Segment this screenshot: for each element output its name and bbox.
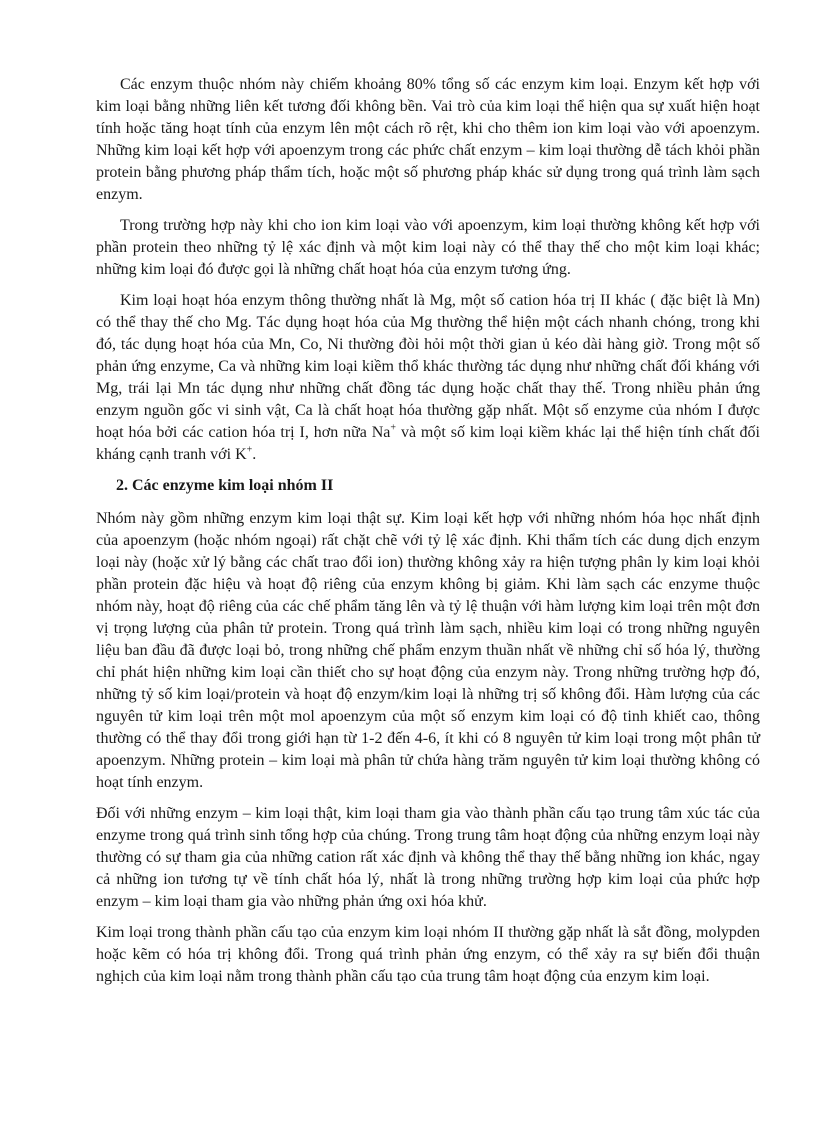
paragraph-true-metalloenzymes: Đối với những enzym – kim loại thật, kim loại tham gia vào thành phần cấu tạo trung tâm xúc tác của enzyme trong quá trình sinh tổng hợp của chúng. Trong trung tâm hoạt động của những enzym loại này thường có sự tham gia của những cation rất xác định và không thể thay thế bằng những ion khác, ngay cả những ion tương tự về tính chất hóa lý, nhất là trong những trường hợp kim loại của phức hợp enzym – kim loại tham gia vào những phản ứng oxi hóa khử.	[96, 805, 760, 910]
paragraph-mg-text-1: Kim loại hoạt hóa enzym thông thường nhất là Mg, một số cation hóa trị II khác ( đặc biệt là Mn) có thể thay thế cho Mg. Tác dụng hoạt hóa của Mg thường thể hiện một cách nhanh chóng, trong khi đó, tác dụng hoạt hóa của Mn, Co, Ni thường đòi hỏi một thời gian ủ kéo dài hàng giờ. Trong một số phản ứng enzyme, Ca và những kim loại kiềm thổ khác thường tác dụng như những chất đối kháng với Mg, trái lại Mn tác dụng như những chất đồng tác dụng hoặc chất thay thế. Trong nhiều phản ứng enzym nguồn gốc vi sinh vật, Ca là chất hoạt hóa thường gặp nhất. Một số enzyme của nhóm I được hoạt hóa bởi các cation hóa trị I, hơn nữa Na	[96, 292, 760, 441]
paragraph-group-two-intro: Nhóm này gồm những enzym kim loại thật sự. Kim loại kết hợp với những nhóm hóa học nhất định của apoenzym (hoặc nhóm ngoại) rất chặt chẽ với tỷ lệ xác định. Khi thẩm tích các dung dịch enzym loại này (hoặc xử lý bằng các chất trao đổi ion) thường không xảy ra hiện tượng phân ly kim loại khỏi phần protein đặc hiệu và hoạt độ riêng của enzym không bị giảm. Khi làm sạch các enzyme thuộc nhóm này, hoạt độ riêng của các chế phẩm tăng lên và tỷ lệ thuận với hàm lượng kim loại trên một đơn vị trọng lượng của phân tử protein. Trong quá trình làm sạch, nhiều kim loại có trong những nguyên liệu ban đầu đã được loại bỏ, trong những chế phẩm enzym thuần nhất về những chỉ số hóa lý, thường chỉ phát hiện những kim loại cần thiết cho sự hoạt động của enzym này. Trong những trường hợp đó, những tỷ số kim loại/protein và hoạt độ enzym/kim loại là những trị số không đổi. Hàm lượng của các nguyên tử kim loại trên một mol apoenzym của một số enzym kim loại có độ tinh khiết cao, thông thường có thể thay đổi trong giới hạn từ 1-2 đến 4-6, ít khi có 8 nguyên tử kim loại trong một phân tử apoenzym. Những protein – kim loại mà phân tử chứa hàng trăm nguyên tử kim loại thường không có hoạt tính enzym.	[96, 510, 760, 791]
paragraph-mg-activation	[96, 290, 760, 466]
sodium-charge-sup: +	[390, 422, 397, 434]
paragraph-mg-text-end: .	[252, 446, 257, 463]
potassium-charge-sup: +	[246, 444, 253, 456]
section-heading-group-two: 2. Các enzyme kim loại nhóm II	[116, 477, 334, 494]
paragraph-group-one-intro: Các enzym thuộc nhóm này chiếm khoảng 80% tổng số các enzym kim loại. Enzym kết hợp với kim loại bằng những liên kết tương đối không bền. Vai trò của kim loại thể hiện qua sự xuất hiện hoạt tính hoặc tăng hoạt tính của enzym lên một cách rõ rệt, khi cho thêm ion kim loại vào với apoenzym. Những kim loại kết hợp với apoenzym trong các phức chất enzym – kim loại thường dễ tách khỏi phần protein bằng phương pháp thẩm tích, hoặc một số phương pháp khác sử dụng trong quá trình làm sạch enzym.	[96, 76, 760, 203]
paragraph-activators: Trong trường hợp này khi cho ion kim loại vào với apoenzym, kim loại thường không kết hợp với phần protein theo những tỷ lệ xác định và một kim loại này có thể thay thế cho một kim loại khác; những kim loại đó được gọi là những chất hoạt hóa của enzym tương ứng.	[96, 217, 760, 278]
document-page	[96, 74, 760, 997]
paragraph-mg-text-2: và một số kim loại kiềm khác lại thể hiện tính chất đối kháng cạnh tranh với K	[96, 424, 760, 463]
paragraph-common-metals: Kim loại trong thành phần cấu tạo của enzym kim loại nhóm II thường gặp nhất là sắt đồng, molypden hoặc kẽm có hóa trị không đổi. Trong quá trình phản ứng enzym, có thể xảy ra sự biến đổi thuận nghịch của kim loại nằm trong thành phần cấu tạo của trung tâm hoạt động của enzym kim loại.	[96, 924, 760, 985]
